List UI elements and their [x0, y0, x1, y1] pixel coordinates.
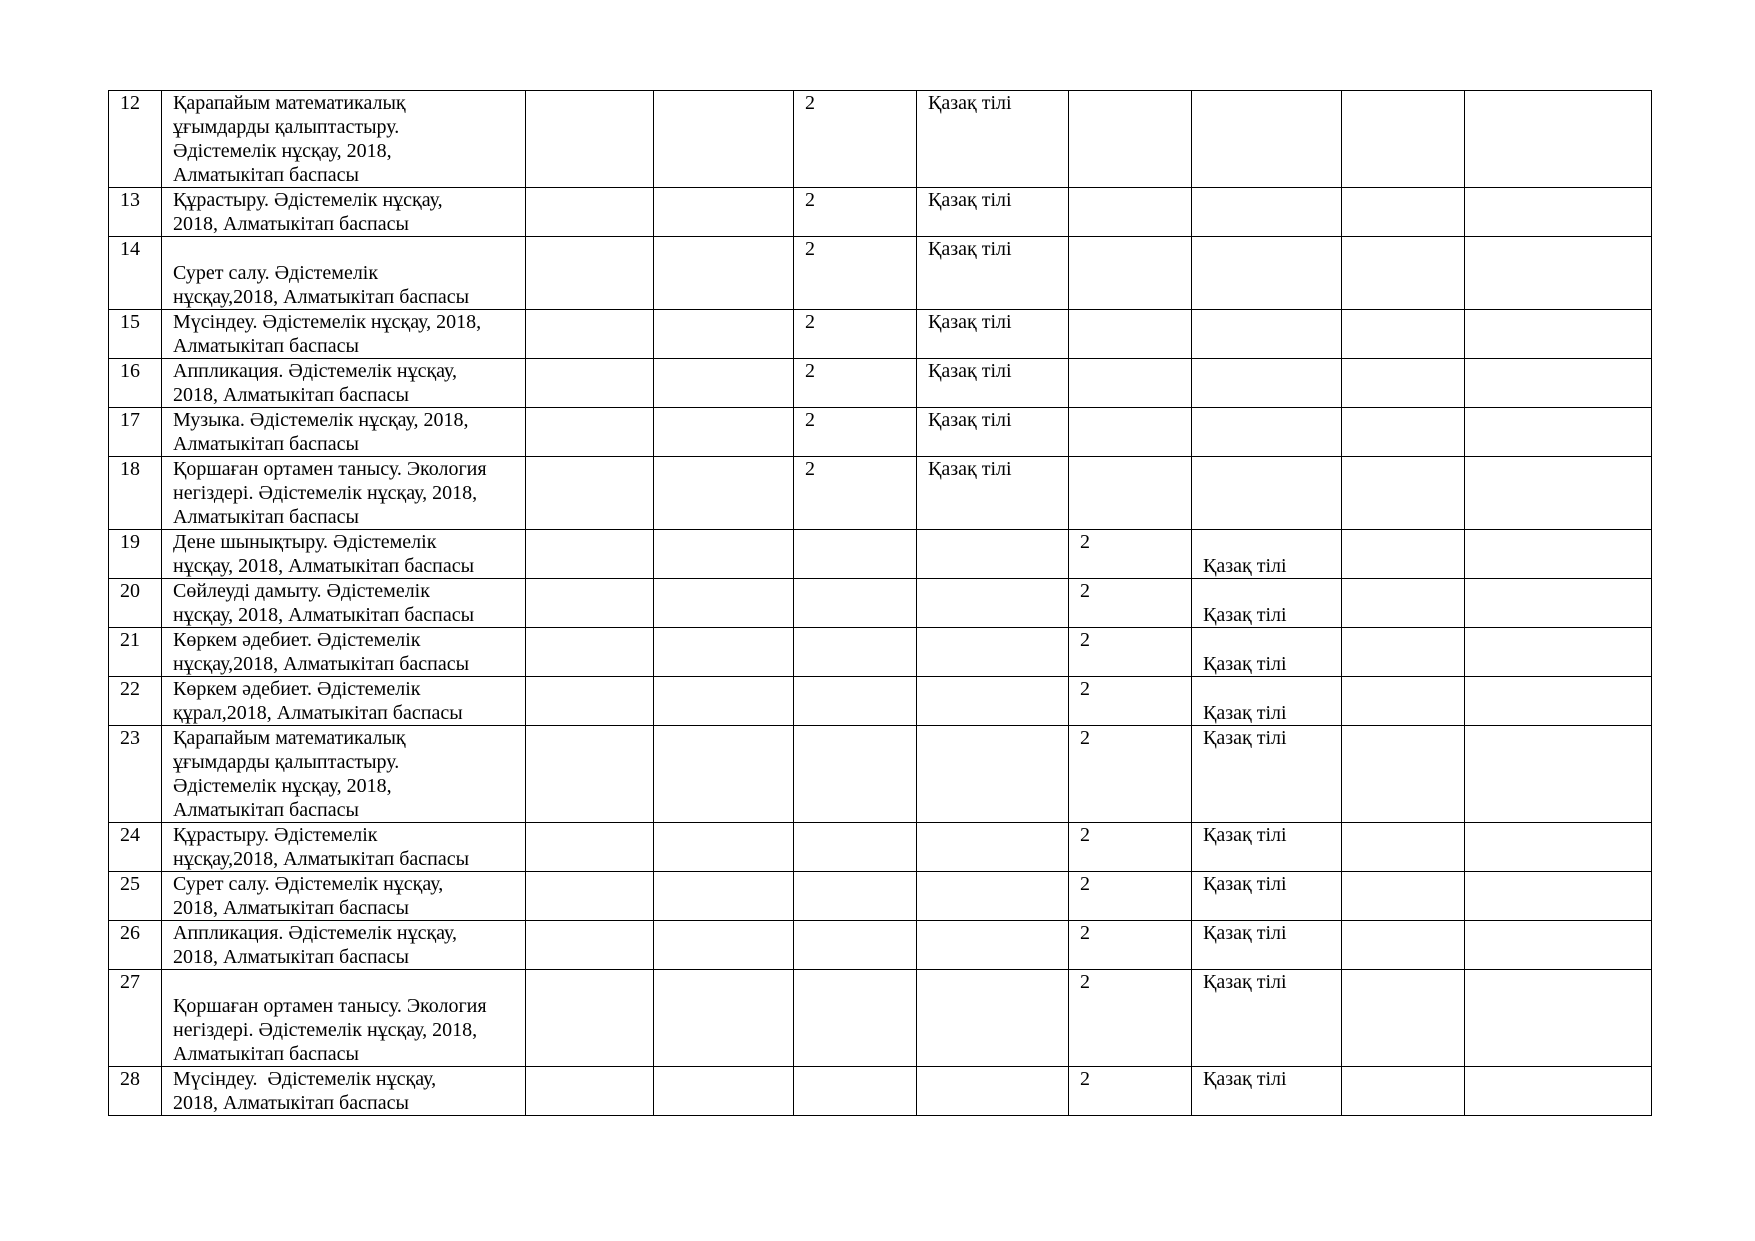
- empty-cell: [1465, 823, 1652, 872]
- language-value: Қазақ тілі: [928, 360, 1012, 382]
- empty-cell: [1342, 91, 1465, 188]
- row-number-cell: [109, 237, 162, 310]
- quantity-value: 2: [1080, 580, 1090, 602]
- quantity-value: 2: [1080, 1068, 1090, 1090]
- empty-cell: [1342, 872, 1465, 921]
- language-cell: [1192, 726, 1342, 823]
- row-number: 17: [120, 409, 140, 431]
- empty-cell: [917, 970, 1069, 1067]
- empty-cell: [526, 579, 654, 628]
- table-row: [109, 359, 1652, 408]
- language-cell: [1192, 970, 1342, 1067]
- empty-cell: [526, 310, 654, 359]
- empty-cell: [917, 1067, 1069, 1116]
- language-value: Қазақ тілі: [928, 92, 1012, 114]
- empty-cell: [1342, 823, 1465, 872]
- empty-cell: [526, 1067, 654, 1116]
- empty-cell: [654, 921, 794, 970]
- title-cell: [162, 457, 526, 530]
- empty-cell: [1342, 408, 1465, 457]
- quantity-value: 2: [805, 458, 815, 480]
- quantity-cell: [794, 188, 917, 237]
- empty-cell: [526, 677, 654, 726]
- row-number: 20: [120, 580, 140, 602]
- empty-cell: [1465, 726, 1652, 823]
- row-number: 27: [120, 971, 140, 993]
- language-cell: [917, 91, 1069, 188]
- title-cell: [162, 530, 526, 579]
- row-number: 14: [120, 238, 140, 260]
- quantity-value: 2: [1080, 727, 1090, 749]
- empty-cell: [1465, 1067, 1652, 1116]
- empty-cell: [526, 726, 654, 823]
- empty-cell: [1465, 872, 1652, 921]
- empty-cell: [526, 359, 654, 408]
- language-cell: [917, 237, 1069, 310]
- empty-cell: [1465, 237, 1652, 310]
- row-number-cell: [109, 726, 162, 823]
- title-cell: [162, 237, 526, 310]
- row-number: 12: [120, 92, 140, 114]
- quantity-value: 2: [1080, 971, 1090, 993]
- row-number-cell: [109, 1067, 162, 1116]
- table-row: [109, 970, 1652, 1067]
- quantity-cell: [1069, 579, 1192, 628]
- book-title: Қарапайым математикалық ұғымдарды қалыптастыру. Әдістемелік нұсқау, 2018, Алматыкітап баспасы: [173, 727, 406, 821]
- language-value: Қазақ тілі: [1203, 555, 1287, 577]
- book-title: Сөйлеуді дамыту. Әдістемелік нұсқау, 2018, Алматыкітап баспасы: [173, 580, 475, 626]
- empty-cell: [794, 970, 917, 1067]
- row-number: 18: [120, 458, 140, 480]
- quantity-cell: [794, 359, 917, 408]
- empty-cell: [526, 237, 654, 310]
- language-cell: [1192, 872, 1342, 921]
- empty-cell: [1192, 188, 1342, 237]
- book-title: Сурет салу. Әдістемелік нұсқау,2018, Алматыкітап баспасы: [173, 262, 470, 308]
- row-number-cell: [109, 188, 162, 237]
- empty-cell: [654, 530, 794, 579]
- empty-cell: [654, 1067, 794, 1116]
- book-title: Қоршаған ортамен танысу. Экология негіздері. Әдістемелік нұсқау, 2018, Алматыкітап баспасы: [173, 995, 487, 1065]
- table-row: [109, 91, 1652, 188]
- empty-cell: [917, 872, 1069, 921]
- book-title: Аппликация. Әдістемелік нұсқау, 2018, Алматыкітап баспасы: [173, 360, 458, 406]
- empty-cell: [526, 872, 654, 921]
- empty-cell: [654, 310, 794, 359]
- quantity-cell: [1069, 970, 1192, 1067]
- row-number: 19: [120, 531, 140, 553]
- empty-cell: [1465, 188, 1652, 237]
- empty-cell: [1465, 91, 1652, 188]
- row-number: 22: [120, 678, 140, 700]
- empty-cell: [1192, 408, 1342, 457]
- title-cell: [162, 188, 526, 237]
- empty-cell: [526, 921, 654, 970]
- table-row: [109, 726, 1652, 823]
- language-value: Қазақ тілі: [1203, 727, 1287, 749]
- row-number-cell: [109, 310, 162, 359]
- row-number-cell: [109, 91, 162, 188]
- empty-cell: [526, 970, 654, 1067]
- language-value: Қазақ тілі: [1203, 873, 1287, 895]
- empty-cell: [1342, 628, 1465, 677]
- table-row: [109, 408, 1652, 457]
- language-value: Қазақ тілі: [928, 311, 1012, 333]
- language-cell: [1192, 579, 1342, 628]
- quantity-value: 2: [1080, 873, 1090, 895]
- empty-cell: [526, 530, 654, 579]
- empty-cell: [1192, 359, 1342, 408]
- language-value: Қазақ тілі: [1203, 824, 1287, 846]
- book-title: Көркем әдебиет. Әдістемелік құрал,2018, Алматыкітап баспасы: [173, 678, 463, 724]
- empty-cell: [526, 408, 654, 457]
- table-row: [109, 628, 1652, 677]
- empty-cell: [654, 970, 794, 1067]
- language-value: Қазақ тілі: [1203, 1068, 1287, 1090]
- empty-cell: [794, 726, 917, 823]
- empty-cell: [1192, 310, 1342, 359]
- table-row: [109, 823, 1652, 872]
- empty-cell: [654, 579, 794, 628]
- empty-cell: [1465, 579, 1652, 628]
- empty-cell: [1465, 970, 1652, 1067]
- empty-cell: [1342, 921, 1465, 970]
- quantity-value: 2: [805, 92, 815, 114]
- row-number: 16: [120, 360, 140, 382]
- empty-cell: [794, 579, 917, 628]
- book-title: Көркем әдебиет. Әдістемелік нұсқау,2018, Алматыкітап баспасы: [173, 629, 470, 675]
- title-cell: [162, 921, 526, 970]
- row-number: 15: [120, 311, 140, 333]
- book-title: Қоршаған ортамен танысу. Экология негіздері. Әдістемелік нұсқау, 2018, Алматыкітап баспасы: [173, 458, 487, 528]
- title-cell: [162, 677, 526, 726]
- empty-cell: [1342, 530, 1465, 579]
- title-cell: [162, 872, 526, 921]
- empty-cell: [1342, 359, 1465, 408]
- language-value: Қазақ тілі: [928, 189, 1012, 211]
- table-row: [109, 872, 1652, 921]
- empty-cell: [1192, 237, 1342, 310]
- quantity-value: 2: [805, 360, 815, 382]
- quantity-value: 2: [1080, 922, 1090, 944]
- row-number-cell: [109, 579, 162, 628]
- book-title: Музыка. Әдістемелік нұсқау, 2018, Алматыкітап баспасы: [173, 409, 469, 455]
- language-cell: [917, 359, 1069, 408]
- empty-cell: [1192, 91, 1342, 188]
- empty-cell: [1342, 237, 1465, 310]
- title-cell: [162, 726, 526, 823]
- title-cell: [162, 628, 526, 677]
- empty-cell: [526, 823, 654, 872]
- empty-cell: [526, 188, 654, 237]
- row-number-cell: [109, 628, 162, 677]
- quantity-cell: [1069, 872, 1192, 921]
- empty-cell: [1069, 188, 1192, 237]
- book-title: Мүсіндеу. Әдістемелік нұсқау, 2018, Алматыкітап баспасы: [173, 311, 482, 357]
- empty-cell: [1465, 359, 1652, 408]
- empty-cell: [654, 408, 794, 457]
- empty-cell: [794, 530, 917, 579]
- language-cell: [917, 188, 1069, 237]
- empty-cell: [917, 921, 1069, 970]
- empty-cell: [794, 823, 917, 872]
- empty-cell: [794, 1067, 917, 1116]
- quantity-cell: [1069, 677, 1192, 726]
- title-cell: [162, 823, 526, 872]
- table-row: [109, 457, 1652, 530]
- quantity-cell: [1069, 1067, 1192, 1116]
- language-value: Қазақ тілі: [1203, 604, 1287, 626]
- language-value: Қазақ тілі: [928, 458, 1012, 480]
- empty-cell: [794, 921, 917, 970]
- table-row: [109, 237, 1652, 310]
- quantity-value: 2: [805, 189, 815, 211]
- empty-cell: [917, 677, 1069, 726]
- language-value: Қазақ тілі: [928, 238, 1012, 260]
- title-cell: [162, 579, 526, 628]
- row-number: 13: [120, 189, 140, 211]
- empty-cell: [1069, 359, 1192, 408]
- empty-cell: [1069, 408, 1192, 457]
- quantity-cell: [794, 408, 917, 457]
- book-title: Сурет салу. Әдістемелік нұсқау, 2018, Алматыкітап баспасы: [173, 873, 444, 919]
- table-row: [109, 310, 1652, 359]
- row-number: 25: [120, 873, 140, 895]
- empty-cell: [1342, 1067, 1465, 1116]
- empty-cell: [794, 628, 917, 677]
- empty-cell: [1465, 457, 1652, 530]
- row-number: 21: [120, 629, 140, 651]
- quantity-cell: [1069, 628, 1192, 677]
- quantity-cell: [794, 237, 917, 310]
- table-body: [109, 91, 1652, 1116]
- table-row: [109, 579, 1652, 628]
- title-cell: [162, 310, 526, 359]
- empty-cell: [1342, 310, 1465, 359]
- title-cell: [162, 970, 526, 1067]
- title-cell: [162, 91, 526, 188]
- quantity-cell: [794, 310, 917, 359]
- quantity-cell: [1069, 530, 1192, 579]
- language-cell: [917, 310, 1069, 359]
- empty-cell: [526, 91, 654, 188]
- empty-cell: [1465, 310, 1652, 359]
- empty-cell: [917, 726, 1069, 823]
- language-cell: [917, 457, 1069, 530]
- language-cell: [917, 408, 1069, 457]
- empty-cell: [1069, 91, 1192, 188]
- empty-cell: [1465, 677, 1652, 726]
- book-title: Мүсіндеу. Әдістемелік нұсқау, 2018, Алматыкітап баспасы: [173, 1068, 437, 1114]
- language-value: Қазақ тілі: [1203, 971, 1287, 993]
- language-cell: [1192, 628, 1342, 677]
- book-title: Құрастыру. Әдістемелік нұсқау, 2018, Алматыкітап баспасы: [173, 189, 443, 235]
- empty-cell: [654, 823, 794, 872]
- literature-table: [108, 90, 1652, 1116]
- quantity-cell: [794, 457, 917, 530]
- empty-cell: [1465, 921, 1652, 970]
- empty-cell: [1342, 726, 1465, 823]
- empty-cell: [1342, 457, 1465, 530]
- book-title: Дене шынықтыру. Әдістемелік нұсқау, 2018, Алматыкітап баспасы: [173, 531, 475, 577]
- language-cell: [1192, 921, 1342, 970]
- table-row: [109, 530, 1652, 579]
- language-cell: [1192, 530, 1342, 579]
- empty-cell: [654, 91, 794, 188]
- empty-cell: [1192, 457, 1342, 530]
- empty-cell: [1342, 970, 1465, 1067]
- empty-cell: [526, 628, 654, 677]
- quantity-value: 2: [1080, 824, 1090, 846]
- empty-cell: [654, 237, 794, 310]
- quantity-value: 2: [1080, 629, 1090, 651]
- row-number: 24: [120, 824, 140, 846]
- empty-cell: [654, 188, 794, 237]
- row-number-cell: [109, 970, 162, 1067]
- empty-cell: [1342, 188, 1465, 237]
- empty-cell: [654, 726, 794, 823]
- empty-cell: [526, 457, 654, 530]
- empty-cell: [654, 872, 794, 921]
- empty-cell: [1465, 628, 1652, 677]
- language-value: Қазақ тілі: [1203, 653, 1287, 675]
- empty-cell: [1342, 579, 1465, 628]
- empty-cell: [654, 628, 794, 677]
- quantity-cell: [1069, 921, 1192, 970]
- quantity-value: 2: [805, 409, 815, 431]
- title-cell: [162, 1067, 526, 1116]
- row-number-cell: [109, 408, 162, 457]
- quantity-cell: [1069, 726, 1192, 823]
- language-value: Қазақ тілі: [1203, 702, 1287, 724]
- empty-cell: [654, 359, 794, 408]
- language-cell: [1192, 823, 1342, 872]
- row-number-cell: [109, 457, 162, 530]
- empty-cell: [1069, 457, 1192, 530]
- quantity-value: 2: [805, 238, 815, 260]
- row-number-cell: [109, 677, 162, 726]
- empty-cell: [917, 823, 1069, 872]
- row-number: 28: [120, 1068, 140, 1090]
- empty-cell: [794, 872, 917, 921]
- empty-cell: [1069, 237, 1192, 310]
- book-title: Қарапайым математикалық ұғымдарды қалыптастыру. Әдістемелік нұсқау, 2018, Алматыкітап баспасы: [173, 92, 406, 186]
- language-cell: [1192, 1067, 1342, 1116]
- quantity-cell: [794, 91, 917, 188]
- empty-cell: [1342, 677, 1465, 726]
- quantity-value: 2: [1080, 678, 1090, 700]
- empty-cell: [917, 579, 1069, 628]
- book-title: Құрастыру. Әдістемелік нұсқау,2018, Алматыкітап баспасы: [173, 824, 470, 870]
- empty-cell: [1465, 530, 1652, 579]
- table-row: [109, 677, 1652, 726]
- row-number: 26: [120, 922, 140, 944]
- table-row: [109, 1067, 1652, 1116]
- empty-cell: [794, 677, 917, 726]
- empty-cell: [1465, 408, 1652, 457]
- table-row: [109, 921, 1652, 970]
- empty-cell: [917, 530, 1069, 579]
- row-number: 23: [120, 727, 140, 749]
- language-value: Қазақ тілі: [1203, 922, 1287, 944]
- language-value: Қазақ тілі: [928, 409, 1012, 431]
- row-number-cell: [109, 921, 162, 970]
- quantity-value: 2: [805, 311, 815, 333]
- quantity-cell: [1069, 823, 1192, 872]
- title-cell: [162, 359, 526, 408]
- title-cell: [162, 408, 526, 457]
- empty-cell: [654, 677, 794, 726]
- row-number-cell: [109, 359, 162, 408]
- row-number-cell: [109, 530, 162, 579]
- book-title: Аппликация. Әдістемелік нұсқау, 2018, Алматыкітап баспасы: [173, 922, 458, 968]
- empty-cell: [917, 628, 1069, 677]
- row-number-cell: [109, 872, 162, 921]
- empty-cell: [654, 457, 794, 530]
- language-cell: [1192, 677, 1342, 726]
- table-row: [109, 188, 1652, 237]
- quantity-value: 2: [1080, 531, 1090, 553]
- row-number-cell: [109, 823, 162, 872]
- empty-cell: [1069, 310, 1192, 359]
